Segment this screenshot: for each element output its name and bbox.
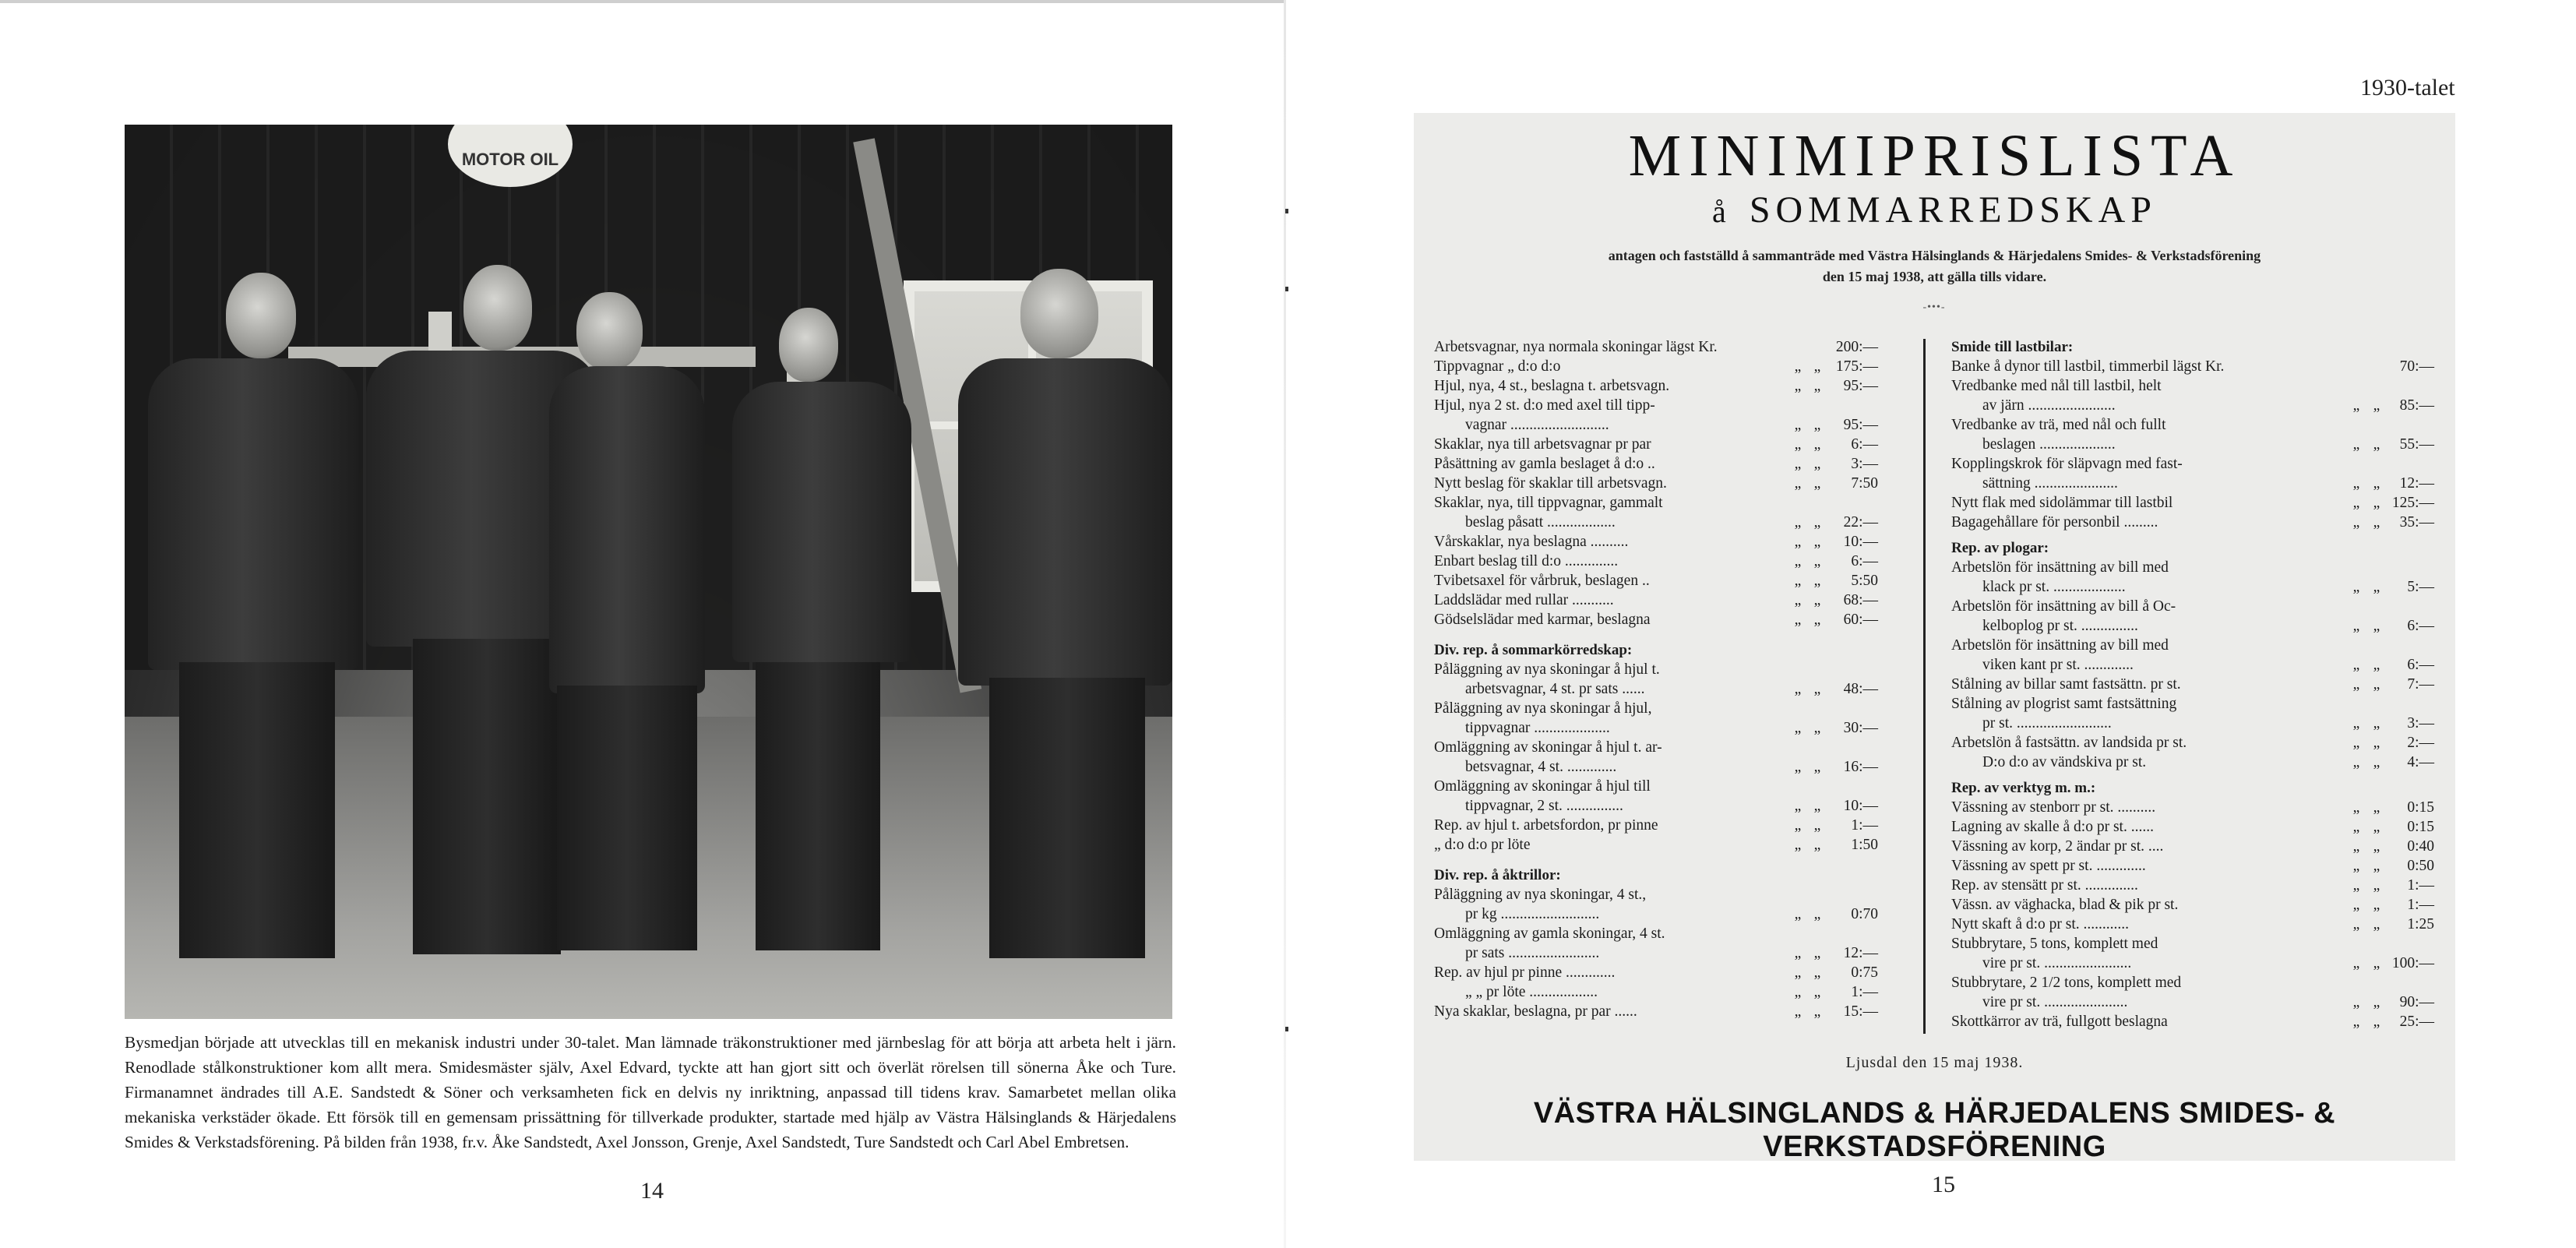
ditto-mark: „: [2352, 715, 2360, 732]
ditto-mark: „: [1813, 720, 1821, 736]
price-list-document: [1414, 113, 2455, 1161]
ditto-mark: „: [1794, 456, 1802, 472]
ditto-mark: „: [2352, 994, 2360, 1010]
ditto-mark: „: [1794, 436, 1802, 453]
item-description: beslagen ....................: [1982, 436, 2116, 453]
item-price: 4:—: [2407, 754, 2434, 770]
item-description: Hjul, nya 2 st. d:o med axel till tipp-: [1434, 397, 1655, 414]
ditto-mark: „: [2352, 514, 2360, 531]
ditto-mark: „: [2352, 799, 2360, 816]
ditto-mark: „: [1794, 817, 1802, 834]
ditto-mark: „: [2373, 514, 2380, 531]
ditto-mark: „: [1794, 759, 1802, 775]
item-price: 6:—: [2407, 618, 2434, 634]
item-description: „ d:o d:o pr löte: [1434, 837, 1531, 853]
price-row: [1434, 376, 1878, 396]
item-description: Arbetslön för insättning av bill med: [1951, 637, 2169, 654]
ditto-mark: „: [2352, 579, 2360, 595]
item-description: Hjul, nya, 4 st., beslagna t. arbetsvagn.: [1434, 378, 1670, 394]
ditto-mark: „: [2373, 397, 2380, 414]
price-row: [1434, 474, 1878, 493]
item-description: Arbetslön å fastsättn. av landsida pr st.: [1951, 735, 2187, 751]
price-row: [1951, 992, 2434, 1012]
ditto-mark: „: [1813, 456, 1821, 472]
item-description: viken kant pr st. .............: [1982, 657, 2134, 673]
ditto-mark: „: [2373, 618, 2380, 634]
ditto-mark: „: [1813, 592, 1821, 608]
item-description: Vässning av korp, 2 ändar pr st. ....: [1951, 838, 2164, 855]
price-row: [1434, 679, 1878, 699]
ditto-mark: „: [2373, 579, 2380, 595]
ditto-mark: „: [2373, 838, 2380, 855]
price-column-left: [1434, 337, 1878, 1021]
item-price: 1:—: [1851, 984, 1878, 1000]
price-row: [1951, 915, 2434, 934]
item-price: 35:—: [2399, 514, 2434, 531]
item-description: Gödselslädar med karmar, beslagna: [1434, 612, 1651, 628]
price-row: [1951, 733, 2434, 753]
item-description: Omläggning av gamla skoningar, 4 st.: [1434, 925, 1665, 942]
item-description: Rep. av hjul t. arbetsfordon, pr pinne: [1434, 817, 1658, 834]
price-row: [1951, 934, 2434, 954]
item-description: Enbart beslag till d:o ..............: [1434, 553, 1619, 569]
ornament: -•••-: [1922, 301, 1946, 313]
organization-name: VÄSTRA HÄLSINGLANDS & HÄRJEDALENS SMIDES- & VERKSTADSFÖRENING: [1533, 1097, 2336, 1163]
price-row: [1434, 493, 1878, 513]
ditto-mark: „: [2352, 436, 2360, 453]
item-price: 1:—: [2407, 877, 2434, 894]
item-description: Bagagehållare för personbil .........: [1951, 514, 2158, 531]
gutter-mark: [1285, 287, 1288, 291]
item-price: 3:—: [2407, 715, 2434, 732]
item-description: Kopplingskrok för släpvagn med fast-: [1951, 456, 2183, 472]
ditto-mark: „: [1813, 358, 1821, 375]
item-price: 6:—: [2407, 657, 2434, 673]
item-description: Nytt flak med sidolämmar till lastbil: [1951, 495, 2173, 511]
price-row: [1951, 798, 2434, 817]
price-row: [1951, 675, 2434, 694]
item-price: 1:—: [1851, 817, 1878, 834]
item-price: 0:40: [2407, 838, 2434, 855]
ditto-mark: „: [1794, 681, 1802, 697]
price-row: [1951, 474, 2434, 493]
ditto-mark: „: [2373, 897, 2380, 913]
item-price: 3:—: [1851, 456, 1878, 472]
item-price: 10:—: [1843, 798, 1878, 814]
ditto-mark: „: [2373, 754, 2380, 770]
ditto-mark: „: [2373, 495, 2380, 511]
price-row: [1434, 718, 1878, 738]
ditto-mark: „: [2373, 436, 2380, 453]
section-heading: Rep. av verktyg m. m.:: [1951, 780, 2096, 796]
ditto-mark: „: [1794, 514, 1802, 531]
price-row: [1434, 835, 1878, 855]
price-row: [1951, 513, 2434, 532]
price-row: [1951, 973, 2434, 992]
price-row: [1951, 856, 2434, 876]
price-row: [1434, 337, 1878, 357]
item-description: Banke å dynor till lastbil, timmerbil lägst Kr.: [1951, 358, 2225, 375]
ditto-mark: „: [1794, 534, 1802, 550]
price-row: [1951, 655, 2434, 675]
section-heading: Rep. av plogar:: [1951, 540, 2049, 556]
item-description: Vässn. av väghacka, blad & pik pr st.: [1951, 897, 2179, 913]
item-price: 175:—: [1835, 358, 1878, 375]
item-description: Skaklar, nya, till tippvagnar, gammalt: [1434, 495, 1663, 511]
ditto-mark: „: [1794, 592, 1802, 608]
ditto-mark: „: [2352, 838, 2360, 855]
price-row: [1434, 513, 1878, 532]
photo-caption: Bysmedjan började att utvecklas till en mekanisk industri under 30-talet. Man lämnade träkonstruktioner med järnbeslag för att börja att arbeta helt i järn. Renodlade stålkonstruktioner kom allt mera. Smidesmäster själv, Axel Edvard, tyckte att han gjort sitt och överlät rörelsen till sönerna Åke och Ture. Firmanamnet ändrades till A.E. Sandstedt & Söner och verksamheten fick en delvis ny inriktning, anpassad till tidens krav. Samarbetet mellan olika mekaniska verkstäder ökade. Ett försök till en gemensam prissättning för tillverkade produkter, startade med hjälp av Västra Hälsinglands & Härjedalens Smides & Verkstadsförening. På bilden från 1938, fr.v. Åke Sandstedt, Axel Jonsson, Grenje, Axel Sandstedt, Ture Sandstedt och Carl Abel Embretsen.: [125, 1033, 1176, 1151]
item-description: Skaklar, nya till arbetsvagnar pr par: [1434, 436, 1651, 453]
ditto-mark: „: [1813, 817, 1821, 834]
item-price: 0:70: [1851, 906, 1878, 922]
ditto-mark: „: [2373, 877, 2380, 894]
ditto-mark: „: [1813, 759, 1821, 775]
column-divider: [1923, 339, 1926, 1034]
gutter-mark: [1285, 1027, 1288, 1031]
item-description: Omläggning av skoningar å hjul till: [1434, 778, 1651, 795]
ditto-mark: „: [1813, 612, 1821, 628]
item-price: 0:75: [1851, 964, 1878, 981]
price-row: [1434, 699, 1878, 718]
ditto-mark: „: [2373, 799, 2380, 816]
price-row: [1434, 552, 1878, 571]
ditto-mark: „: [1813, 573, 1821, 589]
item-description: vire pr st. .......................: [1982, 955, 2132, 971]
price-row: [1951, 876, 2434, 895]
photo-bracket: [428, 312, 452, 351]
item-price: 68:—: [1843, 592, 1878, 608]
item-description: pr st. .........................: [1982, 715, 2112, 732]
item-price: 1:25: [2407, 916, 2434, 932]
price-row: [1434, 963, 1878, 982]
ditto-mark: „: [1813, 475, 1821, 492]
item-price: 1:—: [2407, 897, 2434, 913]
page-number-right: 15: [1932, 1172, 1955, 1197]
ditto-mark: „: [2373, 715, 2380, 732]
price-row: [1434, 610, 1878, 629]
item-description: Arbetslön för insättning av bill å Oc-: [1951, 598, 2176, 615]
item-description: Nytt skaft å d:o pr st. ............: [1951, 916, 2130, 932]
ditto-mark: „: [2352, 475, 2360, 492]
item-price: 25:—: [2399, 1014, 2434, 1030]
item-description: betsvagnar, 4 st. .............: [1465, 759, 1617, 775]
ditto-mark: „: [2352, 495, 2360, 511]
ditto-mark: „: [1813, 798, 1821, 814]
item-description: tippvagnar ....................: [1465, 720, 1610, 736]
ditto-mark: „: [2373, 676, 2380, 693]
price-row: [1434, 454, 1878, 474]
ditto-mark: „: [1794, 798, 1802, 814]
price-row: [1434, 660, 1878, 679]
item-price: 22:—: [1843, 514, 1878, 531]
ditto-mark: „: [1813, 681, 1821, 697]
item-description: pr kg ..........................: [1465, 906, 1600, 922]
ditto-mark: „: [1813, 1003, 1821, 1020]
item-description: Påsättning av gamla beslaget å d:o ..: [1434, 456, 1655, 472]
item-price: 95:—: [1843, 378, 1878, 394]
item-price: 7:50: [1851, 475, 1878, 492]
ditto-mark: „: [2352, 897, 2360, 913]
price-row: [1951, 1012, 2434, 1031]
price-row: [1434, 904, 1878, 924]
price-row: [1951, 454, 2434, 474]
price-row: [1434, 532, 1878, 552]
ditto-mark: „: [2352, 955, 2360, 971]
ditto-mark: „: [1813, 436, 1821, 453]
ditto-mark: „: [2352, 397, 2360, 414]
date-line: Ljusdal den 15 maj 1938.: [1845, 1054, 2024, 1071]
item-description: Vredbanke med nål till lastbil, helt: [1951, 378, 2162, 394]
section-heading: Smide till lastbilar:: [1951, 339, 2074, 355]
item-price: 70:—: [2399, 358, 2434, 375]
ditto-mark: „: [1794, 964, 1802, 981]
item-description: beslag påsatt ..................: [1465, 514, 1616, 531]
item-price: 48:—: [1843, 681, 1878, 697]
price-row: [1434, 885, 1878, 904]
ditto-mark: „: [2373, 1014, 2380, 1030]
section-heading: Div. rep. å åktrillor:: [1434, 867, 1561, 883]
price-row: [1951, 396, 2434, 415]
book-gutter: [1284, 0, 1286, 1248]
price-row: [1951, 636, 2434, 655]
item-price: 0:15: [2407, 799, 2434, 816]
ditto-mark: „: [2352, 618, 2360, 634]
price-row: [1951, 895, 2434, 915]
item-description: Stålning av billar samt fastsättn. pr st.: [1951, 676, 2181, 693]
price-row: [1951, 415, 2434, 435]
price-row: [1951, 435, 2434, 454]
ditto-mark: „: [2352, 819, 2360, 835]
item-description: Lagning av skalle å d:o pr st. ......: [1951, 819, 2154, 835]
item-price: 1:50: [1851, 837, 1878, 853]
item-price: 95:—: [1843, 417, 1878, 433]
item-description: tippvagnar, 2 st. ...............: [1465, 798, 1623, 814]
ditto-mark: „: [1794, 358, 1802, 375]
price-row: [1951, 577, 2434, 597]
item-price: 90:—: [2399, 994, 2434, 1010]
price-row: [1951, 837, 2434, 856]
item-description: klack pr st. ...................: [1982, 579, 2126, 595]
ditto-mark: „: [1813, 378, 1821, 394]
price-row: [1951, 694, 2434, 714]
item-description: Påläggning av nya skoningar, 4 st.,: [1434, 887, 1647, 903]
ditto-mark: „: [1813, 964, 1821, 981]
item-description: „ „ pr löte ..................: [1465, 984, 1598, 1000]
item-description: Arbetslön för insättning av bill med: [1951, 559, 2169, 576]
item-description: Rep. av stensätt pr st. ..............: [1951, 877, 2138, 894]
item-description: Laddslädar med rullar ...........: [1434, 592, 1614, 608]
item-price: 2:—: [2407, 735, 2434, 751]
item-description: Tvibetsaxel för vårbruk, beslagen ..: [1434, 573, 1650, 589]
ditto-mark: „: [2373, 916, 2380, 932]
item-description: vagnar ..........................: [1465, 417, 1609, 433]
price-row: [1951, 597, 2434, 616]
ditto-mark: „: [1794, 475, 1802, 492]
ditto-mark: „: [2352, 877, 2360, 894]
ditto-mark: „: [2373, 735, 2380, 751]
item-price: 16:—: [1843, 759, 1878, 775]
price-row: [1434, 738, 1878, 757]
item-price: 12:—: [2399, 475, 2434, 492]
item-price: 12:—: [1843, 945, 1878, 961]
price-row: [1951, 376, 2434, 396]
item-price: 10:—: [1843, 534, 1878, 550]
ditto-mark: „: [2352, 657, 2360, 673]
gutter-mark: [1285, 209, 1288, 213]
ditto-mark: „: [1794, 945, 1802, 961]
price-row: [1434, 943, 1878, 963]
ditto-mark: „: [1794, 573, 1802, 589]
ditto-mark: „: [1813, 417, 1821, 433]
ditto-mark: „: [1813, 514, 1821, 531]
ditto-mark: „: [2373, 657, 2380, 673]
item-description: Stålning av plogrist samt fastsättning: [1951, 696, 2177, 712]
price-row: [1434, 816, 1878, 835]
price-row: [1434, 796, 1878, 816]
item-description: Omläggning av skoningar å hjul t. ar-: [1434, 739, 1662, 756]
item-price: 60:—: [1843, 612, 1878, 628]
item-price: 30:—: [1843, 720, 1878, 736]
historical-photo: [125, 125, 1172, 1019]
ditto-mark: „: [1813, 945, 1821, 961]
item-description: Vredbanke av trä, med nål och fullt: [1951, 417, 2166, 433]
item-description: Arbetsvagnar, nya normala skoningar lägst Kr.: [1434, 339, 1718, 355]
item-price: 5:50: [1851, 573, 1878, 589]
price-row: [1951, 493, 2434, 513]
item-description: Vårskaklar, nya beslagna ..........: [1434, 534, 1629, 550]
item-description: sättning ......................: [1982, 475, 2118, 492]
item-description: Påläggning av nya skoningar å hjul,: [1434, 700, 1652, 717]
item-description: Påläggning av nya skoningar å hjul t.: [1434, 661, 1660, 678]
item-price: 7:—: [2407, 676, 2434, 693]
ditto-mark: „: [2352, 1014, 2360, 1030]
document-subtitle: å SOMMARREDSKAP: [1712, 189, 2157, 231]
item-description: av järn .......................: [1982, 397, 2116, 414]
price-row: [1434, 591, 1878, 610]
ditto-mark: „: [2373, 819, 2380, 835]
item-description: Vässning av spett pr st. .............: [1951, 858, 2146, 874]
price-row: [1951, 357, 2434, 376]
item-description: Stubbrytare, 5 tons, komplett med: [1951, 936, 2158, 952]
ditto-mark: „: [1794, 1003, 1802, 1020]
item-description: kelboplog pr st. ...............: [1982, 618, 2138, 634]
price-row: [1434, 1002, 1878, 1021]
item-description: pr sats ........................: [1465, 945, 1600, 961]
item-price: 0:50: [2407, 858, 2434, 874]
item-price: 6:—: [1851, 436, 1878, 453]
ditto-mark: „: [1794, 720, 1802, 736]
ditto-mark: „: [1794, 612, 1802, 628]
item-description: vire pr st. ......................: [1982, 994, 2128, 1010]
price-row: [1434, 396, 1878, 415]
item-description: Nytt beslag för skaklar till arbetsvagn.: [1434, 475, 1667, 492]
item-price: 100:—: [2391, 955, 2434, 971]
price-row: [1434, 757, 1878, 777]
item-price: 6:—: [1851, 553, 1878, 569]
item-description: Nya skaklar, beslagna, pr par ......: [1434, 1003, 1637, 1020]
ditto-mark: „: [2352, 858, 2360, 874]
ditto-mark: „: [1794, 417, 1802, 433]
ditto-mark: „: [2352, 916, 2360, 932]
item-price: 200:—: [1835, 339, 1878, 355]
item-description: Stubbrytare, 2 1/2 tons, komplett med: [1951, 975, 2182, 991]
item-description: Rep. av hjul pr pinne .............: [1434, 964, 1616, 981]
price-row: [1434, 982, 1878, 1002]
price-row: [1434, 357, 1878, 376]
price-row: [1434, 924, 1878, 943]
price-row: [1951, 558, 2434, 577]
ditto-mark: „: [2373, 955, 2380, 971]
price-row: [1951, 817, 2434, 837]
page-number-left: 14: [640, 1178, 664, 1204]
document-intro: antagen och fastställd å sammanträde med Västra Hälsinglands & Härjedalens Smides- & Verkstadsförening den 15 maj 1938, att gälla tills vidare.: [1608, 248, 2261, 284]
price-row: [1434, 571, 1878, 591]
item-price: 125:—: [2391, 495, 2434, 511]
ditto-mark: „: [1813, 553, 1821, 569]
price-column-right: [1951, 337, 2434, 1031]
ditto-mark: „: [1813, 837, 1821, 853]
ditto-mark: „: [2352, 754, 2360, 770]
item-description: Skottkärror av trä, fullgott beslagna: [1951, 1014, 2168, 1030]
ditto-mark: „: [1794, 378, 1802, 394]
item-price: 15:—: [1843, 1003, 1878, 1020]
ditto-mark: „: [1794, 837, 1802, 853]
document-title: MINIMIPRISLISTA: [1628, 123, 2241, 189]
price-row: [1434, 415, 1878, 435]
running-head: 1930-talet: [2360, 75, 2455, 100]
item-description: Tippvagnar „ d:o d:o: [1434, 358, 1561, 375]
ditto-mark: „: [1813, 906, 1821, 922]
motor-oil-sign: MOTOR OIL: [448, 125, 573, 187]
item-description: Vässning av stenborr pr st. ..........: [1951, 799, 2156, 816]
price-row: [1951, 714, 2434, 733]
top-edge-line: [0, 0, 1285, 3]
item-price: 55:—: [2399, 436, 2434, 453]
ditto-mark: „: [2373, 475, 2380, 492]
price-row: [1434, 777, 1878, 796]
price-row: [1951, 753, 2434, 772]
price-row: [1951, 616, 2434, 636]
ditto-mark: „: [1794, 906, 1802, 922]
item-price: 85:—: [2399, 397, 2434, 414]
price-row: [1951, 954, 2434, 973]
item-price: 5:—: [2407, 579, 2434, 595]
item-description: arbetsvagnar, 4 st. pr sats ......: [1465, 681, 1645, 697]
ditto-mark: „: [1794, 984, 1802, 1000]
ditto-mark: „: [2352, 735, 2360, 751]
price-row: [1434, 435, 1878, 454]
item-price: 0:15: [2407, 819, 2434, 835]
ditto-mark: „: [2352, 676, 2360, 693]
section-heading: Div. rep. å sommarkörredskap:: [1434, 642, 1633, 658]
ditto-mark: „: [1794, 553, 1802, 569]
ditto-mark: „: [2373, 994, 2380, 1010]
ditto-mark: „: [1813, 984, 1821, 1000]
ditto-mark: „: [2373, 858, 2380, 874]
ditto-mark: „: [1813, 534, 1821, 550]
item-description: D:o d:o av vändskiva pr st.: [1982, 754, 2147, 770]
